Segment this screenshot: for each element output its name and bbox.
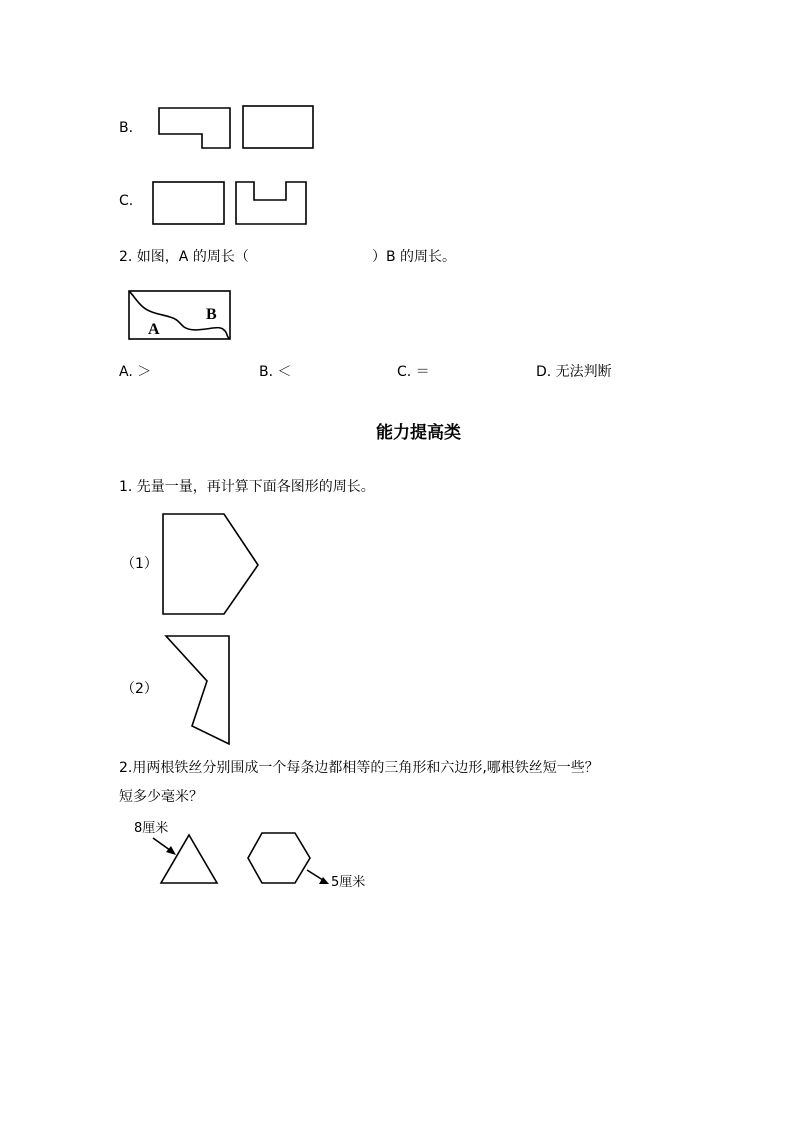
triangle-figure bbox=[161, 835, 217, 883]
q2-region-a-label: A bbox=[148, 321, 160, 338]
q3-label-1: （1） bbox=[121, 556, 158, 572]
concave-figure bbox=[166, 636, 229, 744]
q3-label-2: （2） bbox=[121, 681, 158, 697]
q2-option-b: B. ＜ bbox=[259, 364, 292, 380]
section-title: 能力提高类 bbox=[376, 423, 461, 443]
q2-region-b-label: B bbox=[206, 306, 217, 323]
rectangle-figure-c bbox=[153, 182, 224, 224]
triangle-arrow-head bbox=[166, 846, 176, 855]
q2-option-d: D. 无法判断 bbox=[536, 364, 612, 380]
l-shape-figure bbox=[159, 108, 230, 148]
q3-stem: 1. 先量一量，再计算下面各图形的周长。 bbox=[119, 479, 375, 495]
pentagon-figure bbox=[163, 514, 258, 614]
hexagon-side-label: 5厘米 bbox=[331, 875, 366, 890]
q2-stem-suffix: ）B 的周长。 bbox=[372, 249, 457, 265]
q2-option-c: C. ＝ bbox=[397, 364, 430, 380]
hexagon-figure bbox=[248, 833, 310, 883]
q2-option-a: A. ＞ bbox=[119, 364, 152, 380]
rectangle-figure bbox=[243, 106, 313, 148]
triangle-arrow bbox=[153, 838, 174, 853]
option-b-label: B. bbox=[119, 120, 134, 136]
notched-rectangle-figure bbox=[236, 182, 306, 224]
hexagon-arrow-head bbox=[319, 877, 329, 884]
hexagon-arrow bbox=[307, 870, 326, 882]
option-c-label: C. bbox=[119, 193, 134, 209]
q4-stem-line1: 2.用两根铁丝分别围成一个每条边都相等的三角形和六边形,哪根铁丝短一些？ bbox=[119, 760, 599, 776]
q4-stem-line2: 短多少毫米？ bbox=[119, 789, 203, 805]
triangle-side-label: 8厘米 bbox=[134, 821, 169, 836]
q2-stem-prefix: 2. 如图，A 的周长（ bbox=[119, 249, 249, 265]
